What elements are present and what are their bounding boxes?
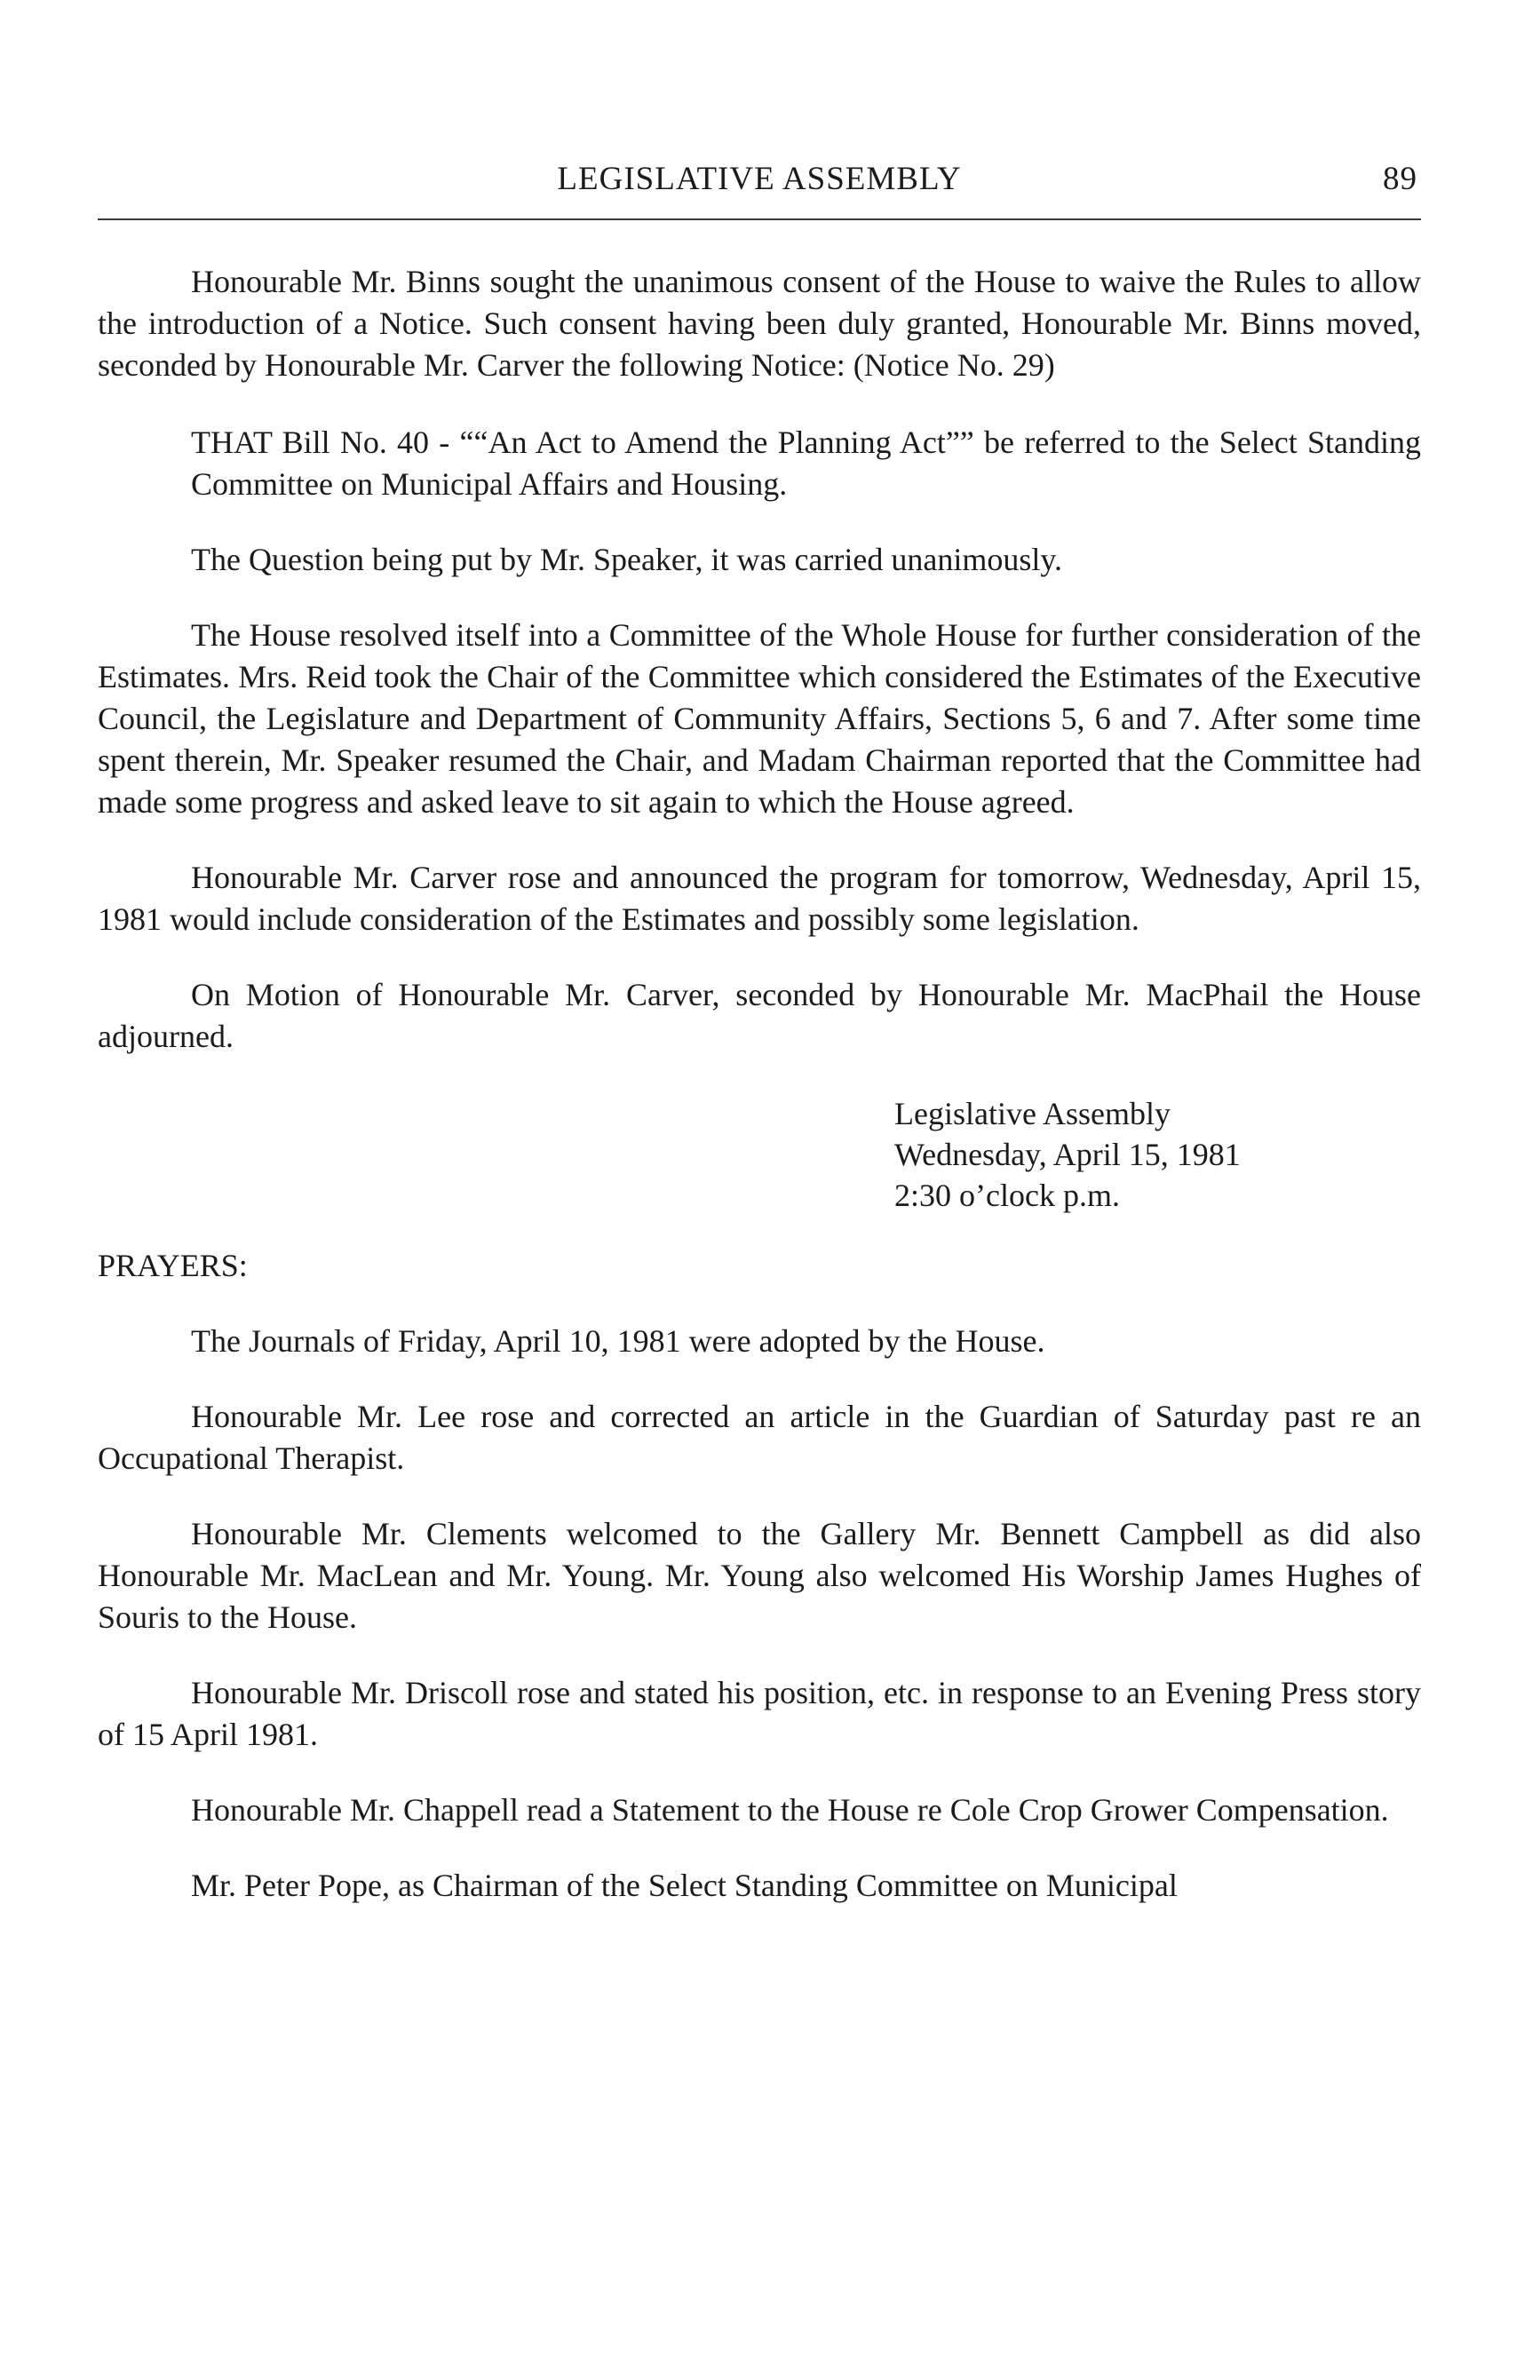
running-header: [98, 158, 1421, 211]
sitting-body: Legislative Assembly: [894, 1096, 1171, 1131]
paragraph-driscoll-statement: Honourable Mr. Driscoll rose and stated his position, etc. in response to an Evening Press story of 15 April 1981.: [98, 1675, 1421, 1752]
sitting-heading: [894, 1093, 1421, 1216]
notice-motion: THAT Bill No. 40 - ““An Act to Amend the Planning Act”” be referred to the Select Standing Committee on Municipal Affairs and Housing.: [191, 424, 1421, 502]
paragraph-chappell-statement: Honourable Mr. Chappell read a Statement to the House re Cole Crop Grower Compensation.: [191, 1792, 1389, 1828]
sitting-time: 2:30 o’clock p.m.: [894, 1178, 1120, 1213]
header-rule: [98, 218, 1421, 220]
paragraph-program-announcement: Honourable Mr. Carver rose and announced the program for tomorrow, Wednesday, April 15, 1981 would include consideration of the Estimates and possibly some legislation.: [98, 860, 1421, 937]
paragraph-journals-adopted: The Journals of Friday, April 10, 1981 were adopted by the House.: [191, 1323, 1045, 1359]
paragraph-clements-welcome: Honourable Mr. Clements welcomed to the Gallery Mr. Bennett Campbell as did also Honourable Mr. MacLean and Mr. Young. Mr. Young also welcomed His Worship James Hughes of Souris to the House.: [98, 1516, 1421, 1635]
paragraph-committee-whole: The House resolved itself into a Committee of the Whole House for further consideration of the Estimates. Mrs. Reid took the Chair of the Committee which considered the Estimates of the Executive Council, the Legislature and Department of Community Affairs, Sections 5, 6 and 7. After some time spent therein, Mr. Speaker resumed the Chair, and Madam Chairman reported that the Committee had made some progress and asked leave to sit again to which the House agreed.: [98, 617, 1421, 820]
header-title: LEGISLATIVE ASSEMBLY: [557, 161, 962, 197]
paragraph-pope-committee: Mr. Peter Pope, as Chairman of the Select Standing Committee on Municipal: [191, 1868, 1178, 1903]
journal-page: [98, 158, 1421, 1907]
paragraph-question-carried: The Question being put by Mr. Speaker, it was carried unanimously.: [191, 542, 1063, 577]
paragraph-binns-consent: Honourable Mr. Binns sought the unanimous consent of the House to waive the Rules to allow the introduction of a Notice. Such consent having been duly granted, Honourable Mr. Binns moved, seconded by Honourable Mr. Carver the following Notice: (Notice No. 29): [98, 264, 1421, 383]
sitting-date: Wednesday, April 15, 1981: [894, 1137, 1241, 1172]
page-body: [98, 261, 1421, 1907]
paragraph-lee-correction: Honourable Mr. Lee rose and corrected an article in the Guardian of Saturday past re an Occupational Therapist.: [98, 1399, 1421, 1476]
page-number: 89: [1383, 161, 1417, 197]
prayers-label: PRAYERS:: [98, 1248, 248, 1283]
paragraph-adjournment: On Motion of Honourable Mr. Carver, seconded by Honourable Mr. MacPhail the House adjourned.: [98, 977, 1421, 1054]
